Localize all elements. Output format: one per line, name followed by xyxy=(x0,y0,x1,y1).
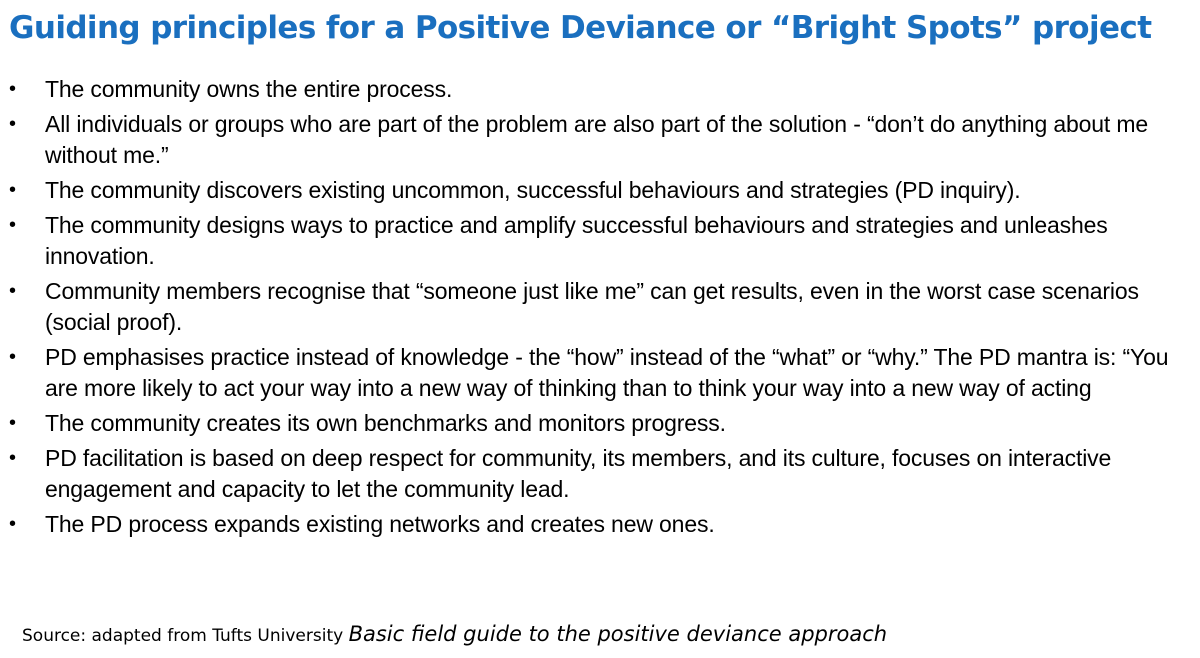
principle-item xyxy=(0,74,1190,105)
bullet-dot-icon: • xyxy=(9,346,16,368)
principle-text: PD facilitation is based on deep respect for community, its members, and its culture, focuses on interactive engagement and capacity to let the community lead. xyxy=(45,445,1112,502)
principle-item xyxy=(0,109,1190,171)
principle-text: All individuals or groups who are part of the problem are also part of the solution - “don’t do anything about me without me.” xyxy=(45,111,1149,168)
bullet-dot-icon: • xyxy=(9,214,16,236)
principle-item xyxy=(0,509,1190,540)
principle-item xyxy=(0,443,1190,505)
principle-text: The community designs ways to practice and amplify successful behaviours and strategies and unleashes innovation. xyxy=(45,212,1108,269)
principle-item xyxy=(0,408,1190,439)
source-prefix: Source: adapted from Tufts University xyxy=(22,626,349,646)
bullet-dot-icon: • xyxy=(9,113,16,135)
principle-item xyxy=(0,342,1190,404)
principle-item xyxy=(0,210,1190,272)
principle-item xyxy=(0,175,1190,206)
principles-list xyxy=(0,74,1190,544)
principle-text: The PD process expands existing networks and creates new ones. xyxy=(45,511,715,537)
source-title: Basic field guide to the positive deviance approach xyxy=(348,622,888,646)
principle-text: The community creates its own benchmarks and monitors progress. xyxy=(45,410,726,436)
principle-text: PD emphasises practice instead of knowledge - the “how” instead of the “what” or “why.” The PD mantra is: “You are more likely to act your way into a new way of thinking than to think your way into a new way of acting xyxy=(45,344,1169,401)
slide-title: Guiding principles for a Positive Deviance or “Bright Spots” project xyxy=(9,10,1152,46)
principle-text: The community owns the entire process. xyxy=(45,76,453,102)
principle-item xyxy=(0,276,1190,338)
bullet-dot-icon: • xyxy=(9,179,16,201)
bullet-dot-icon: • xyxy=(9,412,16,434)
bullet-dot-icon: • xyxy=(9,78,16,100)
bullet-dot-icon: • xyxy=(9,447,16,469)
bullet-dot-icon: • xyxy=(9,513,16,535)
source-citation xyxy=(22,620,887,650)
principle-text: The community discovers existing uncommon, successful behaviours and strategies (PD inquiry). xyxy=(45,177,1021,203)
bullet-dot-icon: • xyxy=(9,280,16,302)
principle-text: Community members recognise that “someone just like me” can get results, even in the worst case scenarios (social proof). xyxy=(45,278,1139,335)
